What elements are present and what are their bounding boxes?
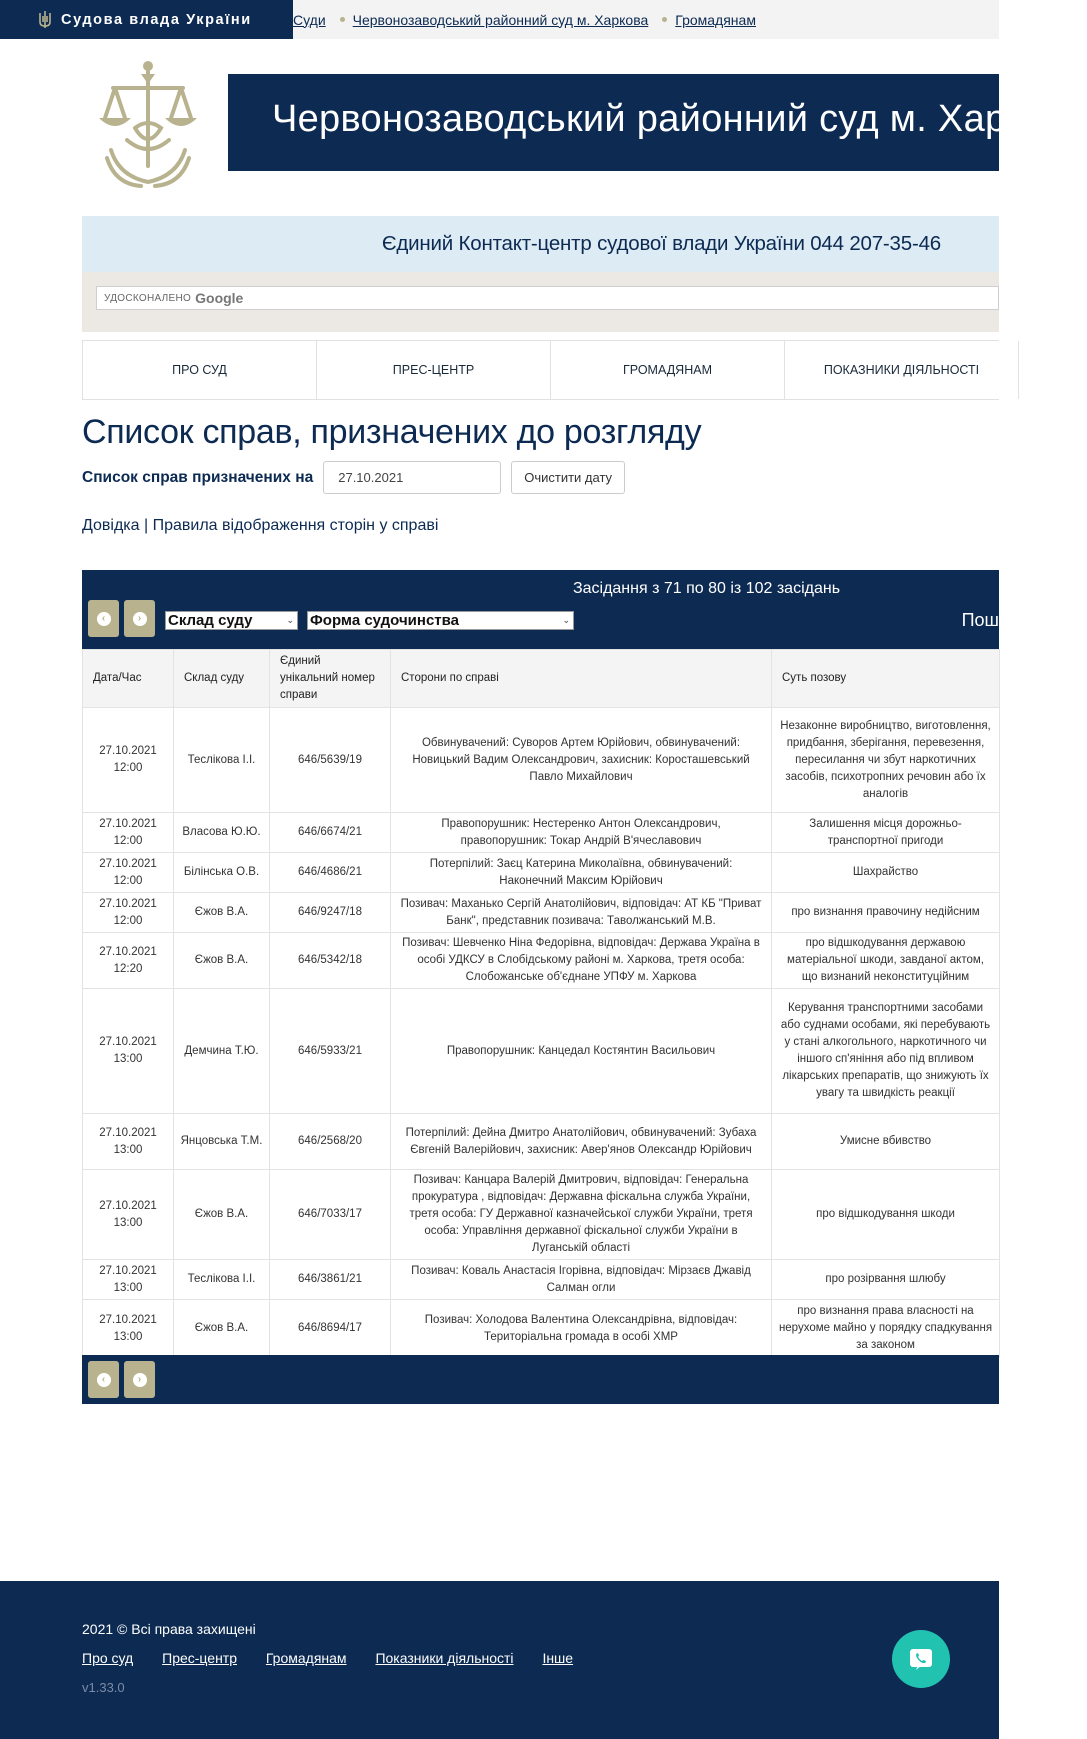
- scales-emblem-icon[interactable]: [97, 58, 199, 188]
- help-link[interactable]: Довідка: [82, 517, 140, 534]
- cell-date: 27.10.2021: [99, 817, 157, 830]
- header-subject[interactable]: Суть позову: [772, 650, 1000, 708]
- cell-judge: Єжов В.А.: [174, 1300, 270, 1358]
- cell-time: 13:00: [113, 1053, 143, 1065]
- footer-links: [82, 1650, 598, 1666]
- footer-link-press[interactable]: Прес-центр: [162, 1650, 237, 1666]
- cell-date: 27.10.2021: [99, 1126, 157, 1139]
- help-links: [82, 517, 438, 535]
- phone-icon: [908, 1646, 934, 1672]
- cell-subject: Керування транспортними засобами або суднами особами, які перебувають у стані алкогольного, наркотичного чи іншого сп'яніння або під впливом лікарських препаратів, що знижують їх увагу та швидкість реакції: [772, 989, 1000, 1114]
- cell-judge: Теслікова І.І.: [174, 1260, 270, 1300]
- cell-parties: Позивач: Канцара Валерій Дмитрович, відповідач: Генеральна прокуратура , відповідач: Державна фіскальна служба України, третя особа: ГУ Державної казначейської служби України, третя особа: Управління державної фіскальної служби України в Луганській області: [391, 1170, 772, 1260]
- date-label: Список справ призначених на: [82, 468, 314, 486]
- cell-parties: Позивач: Шевченко Ніна Федорівна, відповідач: Держава Україна в особі УДКСУ в Слобідському районі м. Харкова, третя особа: Слобожанське об'єднане УПФУ м. Харкова: [391, 933, 772, 989]
- link-separator: |: [139, 517, 153, 534]
- footer-link-other[interactable]: Інше: [542, 1650, 574, 1666]
- cell-case-number: 646/4686/21: [270, 853, 391, 893]
- cell-datetime: [83, 1114, 174, 1170]
- cell-subject: про відшкодування шкоди: [772, 1170, 1000, 1260]
- breadcrumb-separator: [340, 17, 345, 22]
- table-row: [83, 813, 1000, 853]
- cell-time: 12:20: [113, 962, 143, 975]
- table-row: [83, 893, 1000, 933]
- contact-center-text: Єдиний Контакт-центр судової влади України 044 207-35-46: [381, 232, 941, 255]
- cell-judge: Янцовська Т.М.: [174, 1114, 270, 1170]
- cell-judge: Єжов В.А.: [174, 893, 270, 933]
- table-row: [83, 1260, 1000, 1300]
- cell-subject: про розірвання шлюбу: [772, 1260, 1000, 1300]
- cell-parties: Позивач: Маханько Сергій Анатолійович, відповідач: АТ КБ "Приват Банк", представник позивача: Таволжанський М.В.: [391, 893, 772, 933]
- table-row: [83, 708, 1000, 813]
- nav-press[interactable]: ПРЕС-ЦЕНТР: [317, 341, 551, 399]
- cell-subject: Умисне вбивство: [772, 1114, 1000, 1170]
- cell-date: 27.10.2021: [99, 1199, 157, 1212]
- cell-date: 27.10.2021: [99, 1264, 157, 1277]
- clear-date-button[interactable]: Очистити дату: [511, 461, 625, 494]
- search-powered-label: УДОСКОНАЛЕНО: [104, 292, 192, 304]
- prev-page-button[interactable]: [88, 600, 119, 637]
- cell-judge: Єжов В.А.: [174, 1170, 270, 1260]
- next-page-icon: ›: [133, 1373, 147, 1387]
- nav-indicators[interactable]: ПОКАЗНИКИ ДІЯЛЬНОСТІ: [785, 341, 1019, 399]
- cell-time: 12:00: [113, 874, 143, 887]
- cell-subject: про визнання права власності на нерухоме майно у порядку спадкування за законом: [772, 1300, 1000, 1358]
- cell-time: 12:00: [113, 762, 143, 774]
- header-composition[interactable]: Склад суду: [174, 650, 270, 708]
- table-row: [83, 1300, 1000, 1358]
- court-banner: [228, 74, 1087, 171]
- footer-link-about[interactable]: Про суд: [82, 1650, 134, 1666]
- chevron-down-icon: ⌄: [562, 615, 570, 625]
- composition-select[interactable]: [165, 611, 298, 630]
- header-datetime[interactable]: Дата/Час: [83, 650, 174, 708]
- table-row: [83, 1170, 1000, 1260]
- prev-page-icon: ‹: [97, 612, 111, 626]
- brand[interactable]: [0, 0, 293, 39]
- contact-center: [82, 216, 999, 272]
- proceedings-form-select[interactable]: [307, 611, 574, 630]
- court-name: Червонозаводський районний суд м. Харкова: [272, 98, 1087, 140]
- cell-time: 13:00: [113, 1216, 143, 1229]
- table-panel-footer: [82, 1355, 999, 1404]
- cell-subject: про визнання правочину недійсним: [772, 893, 1000, 933]
- chevron-down-icon: ⌄: [286, 615, 294, 625]
- cell-time: 13:00: [113, 1281, 143, 1294]
- cell-date: 27.10.2021: [99, 745, 157, 757]
- cell-date: 27.10.2021: [99, 1036, 157, 1048]
- contact-phone-button[interactable]: [892, 1630, 950, 1688]
- cell-parties: Правопорушник: Нестеренко Антон Олександрович, правопорушник: Токар Андрій В'ячеславович: [391, 813, 772, 853]
- header-case-number[interactable]: Єдиний унікальний номер справи: [270, 650, 391, 708]
- table-header-row: [83, 650, 1000, 708]
- breadcrumb-separator: [662, 17, 667, 22]
- cell-subject: Незаконне виробництво, виготовлення, придбання, зберігання, перевезення, пересилання чи збут наркотичних засобів, психотропних речовин або їх аналогів: [772, 708, 1000, 813]
- cell-parties: Позивач: Коваль Анастасія Ігорівна, відповідач: Мірзаєв Джавід Салман огли: [391, 1260, 772, 1300]
- cell-date: 27.10.2021: [99, 945, 157, 958]
- sessions-info: Засідання з 71 по 80 із 102 засідань: [572, 580, 841, 597]
- copyright: 2021 © Всі права захищені: [82, 1621, 256, 1637]
- cell-case-number: 646/3861/21: [270, 1260, 391, 1300]
- cell-parties: Потерпілий: Дейна Дмитро Анатолійович, обвинувачений: Зубаха Євгеній Валерійович, захисник: Авер'янов Олександр Юрійович: [391, 1114, 772, 1170]
- cell-case-number: 646/5933/21: [270, 989, 391, 1114]
- next-page-button[interactable]: [124, 600, 155, 637]
- cell-case-number: 646/5342/18: [270, 933, 391, 989]
- breadcrumb-citizens[interactable]: Громадянам: [675, 11, 756, 28]
- cell-case-number: 646/6674/21: [270, 813, 391, 853]
- header-parties[interactable]: Сторони по справі: [391, 650, 772, 708]
- brand-title: Судова влада України: [61, 11, 252, 28]
- nav-citizens[interactable]: ГРОМАДЯНАМ: [551, 341, 785, 399]
- cell-case-number: 646/2568/20: [270, 1114, 391, 1170]
- cell-datetime: [83, 853, 174, 893]
- main-nav: [82, 340, 999, 400]
- cell-judge: Теслікова І.І.: [174, 708, 270, 813]
- cell-judge: Білінська О.В.: [174, 853, 270, 893]
- cell-datetime: [83, 933, 174, 989]
- cell-date: 27.10.2021: [99, 1313, 157, 1326]
- cell-datetime: [83, 708, 174, 813]
- cell-datetime: [83, 1170, 174, 1260]
- cell-judge: Єжов В.А.: [174, 933, 270, 989]
- cell-subject: Залишення місця дорожньо-транспортної пригоди: [772, 813, 1000, 853]
- table-row: [83, 933, 1000, 989]
- cell-subject: Шахрайство: [772, 853, 1000, 893]
- table-panel-header: [82, 570, 999, 649]
- cell-date: 27.10.2021: [99, 857, 157, 870]
- search-strip: [82, 272, 999, 332]
- cell-parties: Правопорушник: Канцедал Костянтин Васильович: [391, 989, 772, 1114]
- cell-datetime: [83, 989, 174, 1114]
- cell-case-number: 646/9247/18: [270, 893, 391, 933]
- cell-judge: Власова Ю.Ю.: [174, 813, 270, 853]
- footer-link-indicators[interactable]: Показники діяльності: [375, 1650, 514, 1666]
- cell-judge: Демчина Т.Ю.: [174, 989, 270, 1114]
- cases-table: [82, 649, 1000, 1358]
- version: v1.33.0: [82, 1680, 125, 1695]
- cell-parties: Потерпілий: Заєц Катерина Миколаївна, обвинувачений: Наконечний Максим Юрійович: [391, 853, 772, 893]
- cell-datetime: [83, 893, 174, 933]
- footer: [0, 1581, 999, 1739]
- cell-time: 12:00: [113, 914, 143, 927]
- cell-date: 27.10.2021: [99, 897, 157, 910]
- display-rules-link[interactable]: Правила відображення сторін у справі: [152, 517, 439, 534]
- cell-datetime: [83, 813, 174, 853]
- nav-about[interactable]: ПРО СУД: [82, 341, 317, 399]
- trident-icon: [38, 10, 52, 30]
- page-title: Список справ, призначених до розгляду: [82, 413, 702, 451]
- table-row: [83, 853, 1000, 893]
- next-page-icon: ›: [133, 612, 147, 626]
- google-logo: Google: [195, 290, 244, 306]
- table-search-label: Пош: [961, 610, 999, 630]
- cell-case-number: 646/8694/17: [270, 1300, 391, 1358]
- date-filter: [82, 461, 625, 494]
- cell-case-number: 646/7033/17: [270, 1170, 391, 1260]
- breadcrumb-courts[interactable]: Суди: [293, 11, 326, 28]
- cell-case-number: 646/5639/19: [270, 708, 391, 813]
- cell-parties: Позивач: Холодова Валентина Олександрівна, відповідач: Територіальна громада в особі ХМР: [391, 1300, 772, 1358]
- footer-link-citizens[interactable]: Громадянам: [265, 1650, 347, 1666]
- prev-page-icon: ‹: [97, 1373, 111, 1387]
- search-input[interactable]: [96, 286, 999, 310]
- cell-time: 12:00: [113, 834, 143, 847]
- cell-subject: про відшкодування державою матеріальної шкоди, завданої актом, що визнаний неконституційним: [772, 933, 1000, 989]
- next-page-button[interactable]: [124, 1361, 155, 1398]
- prev-page-button[interactable]: [88, 1361, 119, 1398]
- table-row: [83, 1114, 1000, 1170]
- composition-select-value: Склад суду: [168, 612, 253, 629]
- cell-time: 13:00: [113, 1143, 143, 1156]
- date-input[interactable]: [323, 461, 501, 494]
- cell-datetime: [83, 1300, 174, 1358]
- top-bar: [0, 0, 999, 39]
- cell-parties: Обвинувачений: Суворов Артем Юрійович, обвинувачений: Новицький Вадим Олександрович, захисник: Коросташевський Павло Михайлович: [391, 708, 772, 813]
- proceedings-form-select-value: Форма судочинства: [310, 612, 460, 629]
- table-row: [83, 989, 1000, 1114]
- breadcrumb: [293, 0, 756, 39]
- cell-datetime: [83, 1260, 174, 1300]
- breadcrumb-court[interactable]: Червонозаводський районний суд м. Харкова: [352, 11, 649, 28]
- cell-time: 13:00: [113, 1330, 143, 1343]
